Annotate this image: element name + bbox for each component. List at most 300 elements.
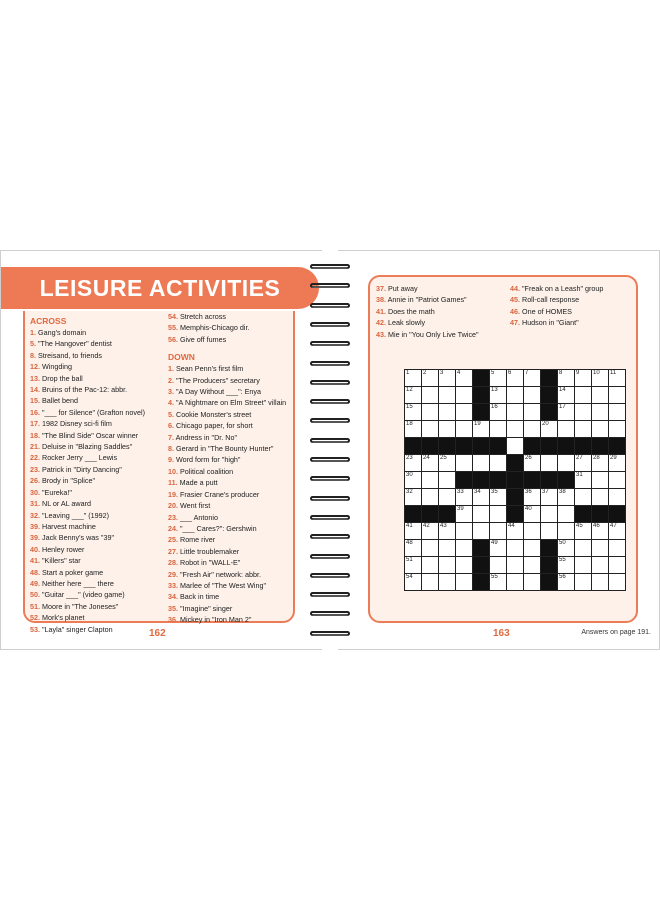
clue-text: One of HOMES: [520, 306, 572, 316]
clue-number: 32.: [30, 510, 40, 520]
grid-cell: [439, 387, 456, 404]
grid-black-square: [575, 438, 592, 455]
clue-text: Back in time: [178, 592, 220, 602]
clue-number: 6.: [168, 421, 174, 431]
grid-black-square: [507, 489, 524, 506]
grid-clue-number: 44: [508, 523, 515, 529]
grid-clue-number: 9: [576, 370, 580, 376]
grid-cell: [558, 574, 575, 591]
page-number-left: 162: [149, 628, 166, 639]
grid-clue-number: 18: [406, 421, 413, 427]
grid-cell: [490, 455, 507, 472]
grid-black-square: [592, 438, 609, 455]
binding-ring: [302, 631, 358, 638]
grid-cell: [507, 370, 524, 387]
clue-number: 8.: [30, 350, 36, 360]
grid-cell: [507, 438, 524, 455]
clue-item: [30, 578, 145, 589]
spiral-binding: [302, 260, 358, 650]
grid-black-square: [456, 472, 473, 489]
clue-item: [30, 487, 145, 498]
clue-item: [376, 294, 479, 305]
grid-black-square: [592, 506, 609, 523]
grid-black-square: [439, 438, 456, 455]
grid-clue-number: 5: [491, 370, 495, 376]
clue-number: 28.: [168, 558, 178, 568]
grid-black-square: [405, 438, 422, 455]
clue-text: Robot in "WALL-E": [178, 558, 241, 568]
clue-text: Chicago paper, for short: [174, 421, 253, 431]
clue-number: 39.: [30, 533, 40, 543]
grid-black-square: [541, 574, 558, 591]
grid-cell: [422, 404, 439, 421]
clue-number: 23.: [30, 464, 40, 474]
clue-item: [168, 454, 286, 465]
grid-cell: [609, 557, 626, 574]
grid-black-square: [473, 574, 490, 591]
grid-black-square: [558, 472, 575, 489]
clue-text: "Freak on a Leash" group: [520, 284, 604, 293]
grid-cell: [422, 557, 439, 574]
clue-text: Little troublemaker: [178, 546, 240, 556]
across-heading: ACROSS: [30, 316, 67, 326]
grid-cell: [507, 557, 524, 574]
clue-number: 40.: [30, 544, 40, 554]
down-clue-list-continued-2: [510, 283, 603, 329]
clue-item: [30, 395, 145, 406]
grid-cell: [456, 421, 473, 438]
clue-item: [30, 510, 145, 521]
clue-text: Brody in "Splice": [40, 476, 96, 486]
grid-clue-number: 2: [423, 370, 427, 376]
clue-text: "The Producers" secretary: [174, 375, 260, 385]
grid-black-square: [422, 506, 439, 523]
clue-number: 30.: [30, 487, 40, 497]
grid-black-square: [541, 438, 558, 455]
clue-number: 18.: [30, 430, 40, 440]
clue-item: [30, 418, 145, 429]
grid-cell: [575, 404, 592, 421]
grid-clue-number: 3: [440, 370, 444, 376]
grid-cell: [422, 370, 439, 387]
grid-clue-number: 48: [406, 540, 413, 546]
grid-cell: [439, 421, 456, 438]
grid-clue-number: 32: [406, 489, 413, 495]
grid-cell: [524, 421, 541, 438]
grid-clue-number: 37: [542, 489, 549, 495]
clue-number: 4.: [168, 398, 174, 408]
clue-text: "A Day Without ___": Enya: [174, 387, 262, 397]
clue-item: [168, 420, 286, 431]
clue-item: [168, 432, 286, 443]
grid-clue-number: 11: [610, 370, 617, 376]
grid-black-square: [524, 472, 541, 489]
clue-number: 27.: [168, 546, 178, 556]
clue-item: [168, 443, 286, 454]
clue-text: Stretch across: [178, 312, 226, 321]
grid-cell: [456, 387, 473, 404]
grid-black-square: [541, 387, 558, 404]
grid-cell: [439, 404, 456, 421]
clue-text: Mie in "You Only Live Twice": [386, 329, 479, 339]
binding-ring: [302, 264, 358, 271]
grid-cell: [490, 557, 507, 574]
clue-item: [168, 477, 286, 488]
clue-item: [376, 306, 479, 317]
grid-cell: [524, 489, 541, 506]
grid-cell: [456, 557, 473, 574]
clue-item: [168, 386, 286, 397]
clue-item: [30, 384, 145, 395]
clue-number: 45.: [510, 295, 520, 305]
grid-clue-number: 41: [406, 523, 413, 529]
grid-cell: [592, 387, 609, 404]
clue-text: 1982 Disney sci-fi film: [40, 419, 112, 429]
grid-clue-number: 54: [406, 574, 413, 580]
clue-text: Gerard in "The Bounty Hunter": [174, 444, 274, 454]
grid-clue-number: 46: [593, 523, 600, 529]
grid-cell: [473, 506, 490, 523]
grid-clue-number: 12: [406, 387, 413, 393]
clue-number: 5.: [30, 339, 36, 349]
grid-cell: [575, 489, 592, 506]
grid-clue-number: 50: [559, 540, 566, 546]
clue-item: [168, 546, 286, 557]
grid-cell: [422, 489, 439, 506]
clue-number: 23.: [168, 512, 178, 522]
clue-column-3: [376, 283, 479, 340]
grid-cell: [609, 472, 626, 489]
clue-item: [168, 557, 286, 568]
clue-number: 1.: [168, 364, 174, 374]
grid-cell: [405, 523, 422, 540]
grid-black-square: [575, 506, 592, 523]
clue-text: Went first: [178, 501, 211, 511]
clue-item: [30, 601, 145, 612]
clue-number: 8.: [168, 444, 174, 454]
clue-text: Made a putt: [177, 478, 218, 488]
grid-cell: [524, 387, 541, 404]
grid-clue-number: 35: [491, 489, 498, 495]
grid-black-square: [609, 506, 626, 523]
clue-item: [30, 407, 145, 418]
clue-text: "A Nightmare on Elm Street" villain: [174, 398, 287, 408]
grid-cell: [609, 574, 626, 591]
grid-black-square: [609, 438, 626, 455]
grid-cell: [524, 455, 541, 472]
clue-item: [510, 317, 603, 328]
clue-text: "Killers" star: [40, 556, 81, 566]
grid-clue-number: 25: [440, 455, 447, 461]
grid-clue-number: 36: [525, 489, 532, 495]
grid-cell: [524, 523, 541, 540]
binding-ring: [302, 476, 358, 483]
clue-item: [168, 375, 286, 386]
grid-cell: [609, 421, 626, 438]
clue-item: [168, 409, 286, 420]
grid-black-square: [541, 404, 558, 421]
grid-cell: [558, 506, 575, 523]
grid-cell: [592, 523, 609, 540]
clue-item: [168, 334, 286, 345]
puzzle-title: LEISURE ACTIVITIES: [39, 274, 281, 301]
clue-column-4: [510, 283, 603, 329]
clue-number: 54.: [168, 312, 178, 321]
clue-number: 16.: [30, 407, 40, 417]
grid-cell: [490, 387, 507, 404]
grid-cell: [524, 540, 541, 557]
binding-ring: [302, 457, 358, 464]
grid-clue-number: 4: [457, 370, 461, 376]
grid-black-square: [507, 506, 524, 523]
clue-number: 7.: [168, 432, 174, 442]
grid-cell: [422, 540, 439, 557]
grid-cell: [575, 540, 592, 557]
clue-text: Cookie Monster's street: [174, 409, 252, 419]
clue-item: [30, 350, 145, 361]
grid-cell: [439, 523, 456, 540]
grid-cell: [541, 455, 558, 472]
clue-item: [168, 500, 286, 511]
puzzle-title-banner: [1, 267, 319, 309]
clue-text: Does the math: [386, 306, 435, 316]
grid-black-square: [541, 472, 558, 489]
grid-cell: [456, 540, 473, 557]
clue-text: Political coalition: [178, 466, 234, 476]
clue-item: [510, 306, 603, 317]
grid-cell: [575, 574, 592, 591]
clue-item: [30, 498, 145, 509]
clue-item: [376, 317, 479, 328]
grid-black-square: [456, 438, 473, 455]
grid-cell: [405, 472, 422, 489]
grid-clue-number: 14: [559, 387, 566, 393]
clue-item: [30, 475, 145, 486]
grid-cell: [558, 540, 575, 557]
clue-number: 38.: [376, 295, 386, 305]
clue-number: 10.: [168, 466, 178, 476]
grid-cell: [439, 557, 456, 574]
binding-ring: [302, 554, 358, 561]
grid-cell: [456, 506, 473, 523]
grid-cell: [558, 557, 575, 574]
grid-cell: [456, 574, 473, 591]
grid-cell: [575, 455, 592, 472]
clue-text: "The Blind Side" Oscar winner: [40, 430, 139, 440]
book-spread: [0, 250, 660, 650]
across-clue-list-continued: [168, 311, 286, 345]
grid-clue-number: 42: [423, 523, 430, 529]
grid-cell: [405, 489, 422, 506]
clue-item: [168, 489, 286, 500]
grid-cell: [592, 574, 609, 591]
clue-text: Sean Penn's first film: [174, 364, 244, 374]
clue-number: 22.: [30, 453, 40, 463]
grid-cell: [456, 455, 473, 472]
clue-item: [510, 294, 603, 305]
down-clue-list-continued: [376, 283, 479, 340]
grid-cell: [524, 557, 541, 574]
clue-item: [30, 464, 145, 475]
grid-cell: [456, 489, 473, 506]
clue-text: Drop the ball: [40, 373, 83, 383]
clue-number: 25.: [168, 535, 178, 545]
grid-black-square: [541, 557, 558, 574]
grid-cell: [473, 489, 490, 506]
clue-item: [168, 363, 286, 374]
grid-clue-number: 40: [525, 506, 532, 512]
clue-text: Annie in "Patriot Games": [386, 295, 467, 305]
clue-number: 36.: [168, 615, 178, 625]
clue-item: [30, 452, 145, 463]
clue-number: 9.: [168, 455, 174, 465]
clue-text: Deluise in "Blazing Saddles": [40, 442, 133, 452]
clue-number: 33.: [168, 580, 178, 590]
grid-cell: [473, 455, 490, 472]
grid-black-square: [507, 472, 524, 489]
clue-number: 51.: [30, 601, 40, 611]
clue-number: 47.: [510, 318, 520, 328]
grid-cell: [456, 370, 473, 387]
binding-ring: [302, 341, 358, 348]
clue-item: [168, 603, 286, 614]
grid-clue-number: 6: [508, 370, 512, 376]
grid-black-square: [473, 540, 490, 557]
clue-number: 53.: [30, 624, 40, 634]
grid-cell: [541, 523, 558, 540]
clue-text: Rome river: [178, 535, 216, 545]
clue-number: 12.: [30, 362, 40, 372]
binding-ring: [302, 361, 358, 368]
grid-cell: [558, 489, 575, 506]
clue-number: 55.: [168, 323, 178, 333]
clue-text: ___ Antonio: [178, 512, 218, 522]
grid-clue-number: 23: [406, 455, 413, 461]
clue-text: "___ Cares?": Gershwin: [178, 523, 257, 533]
binding-ring: [302, 515, 358, 522]
grid-cell: [524, 574, 541, 591]
grid-cell: [490, 523, 507, 540]
clue-text: Harvest machine: [40, 521, 96, 531]
clue-text: Mork's planet: [40, 613, 85, 623]
binding-ring: [302, 496, 358, 503]
grid-black-square: [558, 438, 575, 455]
grid-cell: [507, 523, 524, 540]
grid-clue-number: 17: [559, 404, 566, 410]
grid-clue-number: 39: [457, 506, 464, 512]
clue-text: Wingding: [40, 362, 72, 372]
grid-black-square: [490, 438, 507, 455]
clue-number: 34.: [168, 592, 178, 602]
right-page: [338, 250, 660, 650]
clue-item: [30, 373, 145, 384]
binding-ring: [302, 283, 358, 290]
grid-clue-number: 7: [525, 370, 529, 376]
binding-ring: [302, 322, 358, 329]
grid-cell: [405, 404, 422, 421]
clue-text: Memphis-Chicago dir.: [178, 323, 250, 333]
grid-cell: [490, 370, 507, 387]
grid-cell: [609, 540, 626, 557]
grid-cell: [609, 523, 626, 540]
grid-cell: [575, 557, 592, 574]
grid-cell: [439, 489, 456, 506]
grid-clue-number: 30: [406, 472, 413, 478]
grid-cell: [473, 523, 490, 540]
clue-text: "The Hangover" dentist: [36, 339, 112, 349]
clue-number: 52.: [30, 613, 40, 623]
grid-cell: [490, 421, 507, 438]
left-page: [0, 250, 322, 650]
clue-item: [168, 512, 286, 523]
clue-number: 19.: [168, 489, 178, 499]
grid-cell: [405, 557, 422, 574]
clue-column-2: [168, 311, 286, 626]
grid-clue-number: 55: [559, 557, 566, 563]
grid-black-square: [473, 370, 490, 387]
clue-number: 26.: [30, 476, 40, 486]
grid-black-square: [473, 404, 490, 421]
grid-clue-number: 43: [440, 523, 447, 529]
clue-item: [30, 532, 145, 543]
clue-number: 29.: [168, 569, 178, 579]
binding-ring: [302, 380, 358, 387]
clue-text: "Fresh Air" network: abbr.: [178, 569, 261, 579]
clue-item: [376, 329, 479, 340]
grid-black-square: [405, 506, 422, 523]
binding-ring: [302, 534, 358, 541]
grid-cell: [524, 506, 541, 523]
clue-number: 20.: [168, 501, 178, 511]
grid-cell: [456, 523, 473, 540]
clue-number: 24.: [168, 523, 178, 533]
clue-item: [30, 327, 145, 338]
grid-black-square: [473, 387, 490, 404]
grid-cell: [405, 370, 422, 387]
clue-item: [30, 521, 145, 532]
clue-number: 41.: [30, 556, 40, 566]
clue-text: Moore in "The Joneses": [40, 601, 119, 611]
grid-cell: [609, 404, 626, 421]
grid-cell: [575, 472, 592, 489]
clue-number: 56.: [168, 334, 178, 344]
grid-clue-number: 29: [610, 455, 617, 461]
grid-cell: [524, 404, 541, 421]
clue-text: Mickey in "Iron Man 2": [178, 615, 252, 625]
clue-text: Roll-call response: [520, 295, 580, 305]
grid-cell: [575, 421, 592, 438]
down-heading: DOWN: [168, 352, 195, 363]
clue-number: 15.: [30, 396, 40, 406]
grid-clue-number: 27: [576, 455, 583, 461]
across-clue-list: [30, 327, 145, 635]
clue-item: [168, 523, 286, 534]
grid-cell: [592, 557, 609, 574]
clue-number: 37.: [376, 284, 386, 293]
grid-cell: [439, 455, 456, 472]
grid-cell: [609, 387, 626, 404]
grid-cell: [456, 404, 473, 421]
clue-text: Streisand, to friends: [36, 350, 102, 360]
clue-text: Leak slowly: [386, 318, 426, 328]
grid-cell: [405, 574, 422, 591]
grid-cell: [405, 455, 422, 472]
page-number-right: 163: [493, 628, 510, 639]
grid-clue-number: 55: [491, 574, 498, 580]
grid-black-square: [490, 472, 507, 489]
grid-cell: [439, 540, 456, 557]
grid-cell: [524, 370, 541, 387]
